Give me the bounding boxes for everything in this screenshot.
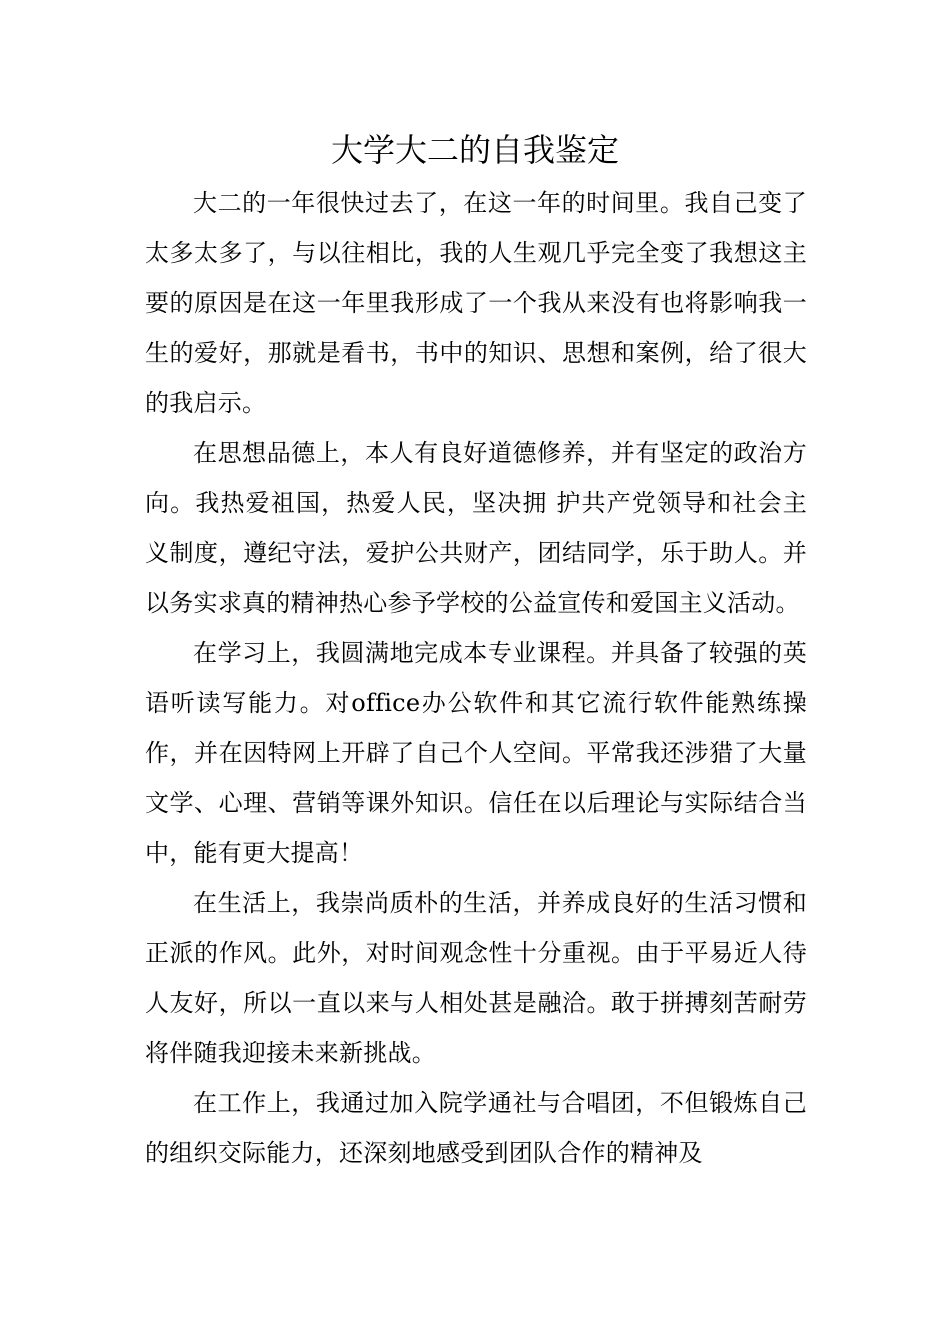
paragraph-life: 在生活上，我崇尚质朴的生活，并养成良好的生活习惯和正派的作风。此外，对时间观念性十分重视。由于平易近人待人友好，所以一直以来与人相处甚是融洽。敢于拼搏刻苦耐劳将伴随我迎接未来新挑战。: [145, 889, 807, 1067]
document-body: [145, 178, 807, 1178]
paragraph-intro: 大二的一年很快过去了，在这一年的时间里。我自己变了太多太多了，与以往相比，我的人生观几乎完全变了我想这主要的原因是在这一年里我形成了一个我从来没有也将影响我一生的爱好，那就是看书，书中的知识、思想和案例，给了很大的我启示。: [145, 189, 807, 417]
document-title: 大学大二的自我鉴定: [330, 131, 619, 169]
paragraph-ideology: 在思想品德上，本人有良好道德修养，并有坚定的政治方向。我热爱祖国，热爱人民，坚决拥 护共产党领导和社会主义制度，遵纪守法，爱护公共财产，团结同学，乐于助人。并以务实求真的精神热心参予学校的公益宣传和爱国主义活动。: [145, 439, 807, 617]
paragraph-work: 在工作上，我通过加入院学通社与合唱团，不但锻炼自己的组织交际能力，还深刻地感受到团队合作的精神及: [145, 1089, 807, 1167]
paragraph-study: 在学习上，我圆满地完成本专业课程。并具备了较强的英语听读写能力。对office办公软件和其它流行软件能熟练操作，并在因特网上开辟了自己个人空间。平常我还涉猎了大量文学、心理、营销等课外知识。信任在以后理论与实际结合当中，能有更大提高！: [145, 639, 807, 867]
